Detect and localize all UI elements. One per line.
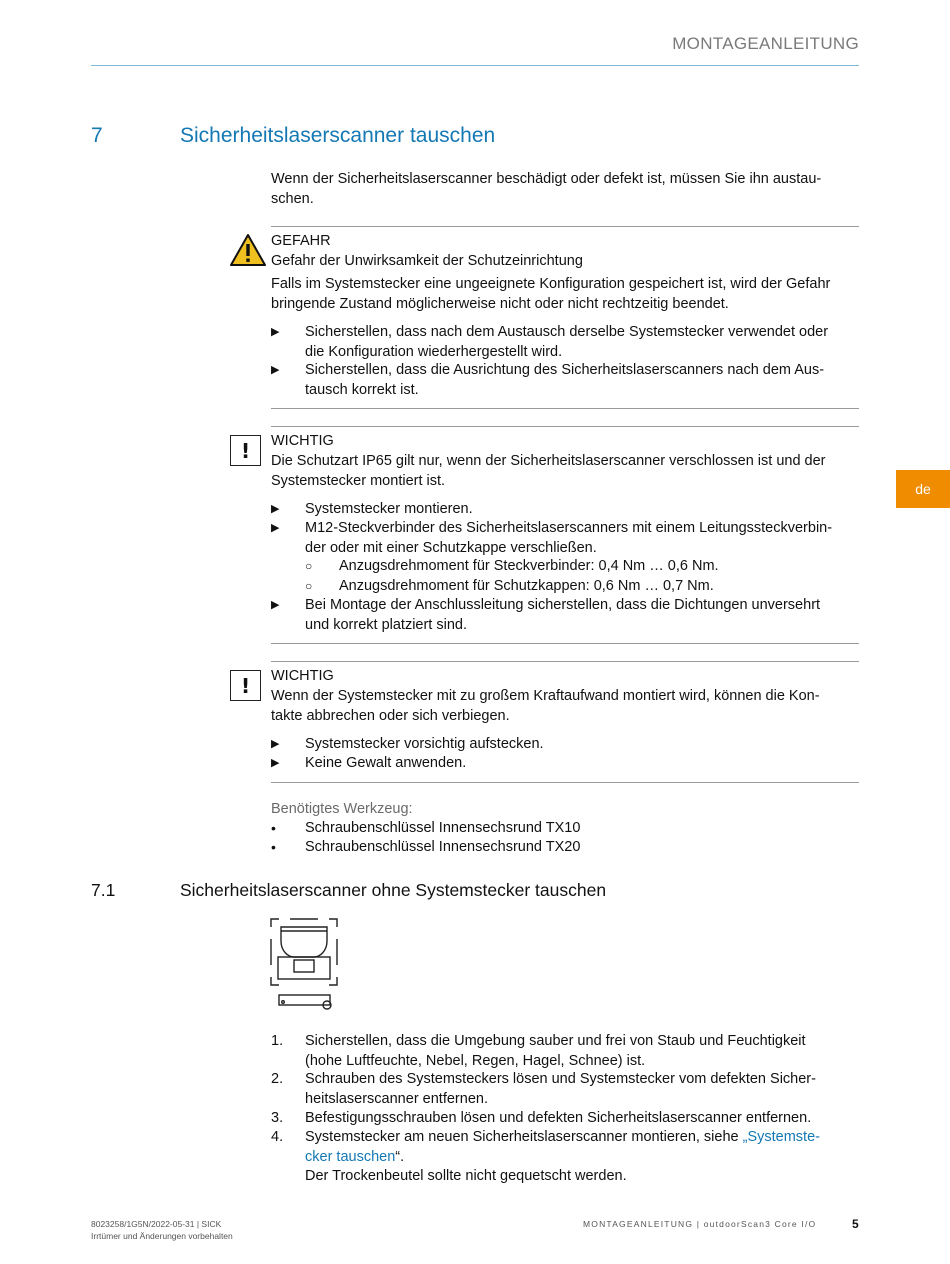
page-number: 5 <box>852 1217 859 1231</box>
header-title: MONTAGEANLEITUNG <box>672 34 859 53</box>
bullet-triangle-icon: ▶ <box>271 599 280 611</box>
bullet-triangle-icon: ▶ <box>271 738 280 750</box>
notice-rule-top <box>271 426 859 427</box>
danger-text: Falls im Systemstecker eine ungeeignete Konfiguration gespeichert ist, wird der Gefahr bringende Zustand möglicherweise nicht oder nicht rechtzeitig beendet. <box>271 276 831 312</box>
sub-list-item: ○ Anzugsdrehmoment für Steckverbinder: 0,4 Nm … 0,6 Nm. <box>305 557 859 577</box>
tools-label: Benötigtes Werkzeug: <box>271 801 413 817</box>
list-item: • Schraubenschlüssel Innensechsrund TX20 <box>271 838 859 858</box>
circle-bullet-icon: ○ <box>305 559 313 573</box>
list-item: ▶ M12-Steckverbinder des Sicherheitslaserscanners mit einem Leitungssteckverbin- der oder mit einer Schutzkappe verschließen. <box>271 520 833 556</box>
footer-title: MONTAGEANLEITUNG | outdoorScan3 Core I/O <box>583 1219 817 1229</box>
scanner-illustration-icon <box>268 915 340 1011</box>
sub-list-item: ○ Anzugsdrehmoment für Schutzkappen: 0,6 Nm … 0,7 Nm. <box>305 577 859 597</box>
bullet-triangle-icon: ▶ <box>271 326 280 338</box>
list-item: ▶ Sicherstellen, dass nach dem Austausch derselbe Systemstecker verwendet oder die Konfiguration wiederhergestellt wird. <box>271 324 829 360</box>
danger-label: GEFAHR <box>271 233 331 249</box>
subsection-number: 7.1 <box>91 880 116 900</box>
cross-reference-link[interactable]: „Systemste- cker tauschen <box>305 1129 820 1165</box>
list-item: ▶ Systemstecker vorsichtig aufstecken. <box>271 735 859 755</box>
exclamation-icon: ! <box>230 670 261 701</box>
list-item: • Schraubenschlüssel Innensechsrund TX10 <box>271 819 859 839</box>
notice-rule-bottom <box>271 643 859 644</box>
danger-rule-top <box>271 226 859 227</box>
bullet-dot-icon: • <box>271 839 276 855</box>
footer-doc-info: 8023258/1G5N/2022-05-31 | SICK Irrtümer und Änderungen vorbehalten <box>91 1219 233 1241</box>
bullet-dot-icon: • <box>271 820 276 836</box>
list-item: ▶ Bei Montage der Anschlussleitung sicherstellen, dass die Dichtungen unversehrt und korrekt platziert sind. <box>271 597 821 633</box>
list-item: ▶ Keine Gewalt anwenden. <box>271 754 859 774</box>
notice-label: WICHTIG <box>271 668 334 684</box>
notice-label: WICHTIG <box>271 433 334 449</box>
step-item: 4. Systemstecker am neuen Sicherheitslaserscanner montieren, siehe „Systemste- cker tauschen“. Der Trockenbeutel sollte nicht gequetscht werden. <box>271 1129 820 1184</box>
language-tab[interactable]: de <box>896 470 950 508</box>
notice-rule-top <box>271 661 859 662</box>
notice-text: Die Schutzart IP65 gilt nur, wenn der Sicherheitslaserscanner verschlossen ist und der Systemstecker montiert ist. <box>271 453 826 489</box>
section-intro: Wenn der Sicherheitslaserscanner beschädigt oder defekt ist, müssen Sie ihn austau- schen. <box>271 171 822 207</box>
notice-rule-bottom <box>271 782 859 783</box>
warning-triangle-icon <box>229 233 267 267</box>
exclamation-icon: ! <box>230 435 261 466</box>
section-number: 7 <box>91 124 103 147</box>
bullet-triangle-icon: ▶ <box>271 757 280 769</box>
danger-subtitle: Gefahr der Unwirksamkeit der Schutzeinrichtung <box>271 253 583 269</box>
circle-bullet-icon: ○ <box>305 579 313 593</box>
step-item: 3. Befestigungsschrauben lösen und defekten Sicherheitslaserscanner entfernen. <box>271 1110 812 1126</box>
step-item: 1. Sicherstellen, dass die Umgebung sauber und frei von Staub und Feuchtigkeit (hohe Luftfeuchte, Nebel, Regen, Hagel, Schnee) ist. <box>271 1033 806 1069</box>
header-divider <box>91 65 859 66</box>
danger-rule-bottom <box>271 408 859 409</box>
bullet-triangle-icon: ▶ <box>271 503 280 515</box>
bullet-triangle-icon: ▶ <box>271 522 280 534</box>
notice-text: Wenn der Systemstecker mit zu großem Kraftaufwand montiert wird, können die Kon- takte abbrechen oder sich verbiegen. <box>271 688 820 724</box>
step-item: 2. Schrauben des Systemsteckers lösen und Systemstecker vom defekten Sicher- heitslaserscanner entfernen. <box>271 1071 816 1107</box>
list-item: ▶ Sicherstellen, dass die Ausrichtung des Sicherheitslaserscanners nach dem Aus- tausch korrekt ist. <box>271 362 825 398</box>
section-title: Sicherheitslaserscanner tauschen <box>180 124 496 147</box>
list-item: ▶ Systemstecker montieren. <box>271 500 859 520</box>
subsection-title: Sicherheitslaserscanner ohne Systemstecker tauschen <box>180 880 607 900</box>
bullet-triangle-icon: ▶ <box>271 364 280 376</box>
